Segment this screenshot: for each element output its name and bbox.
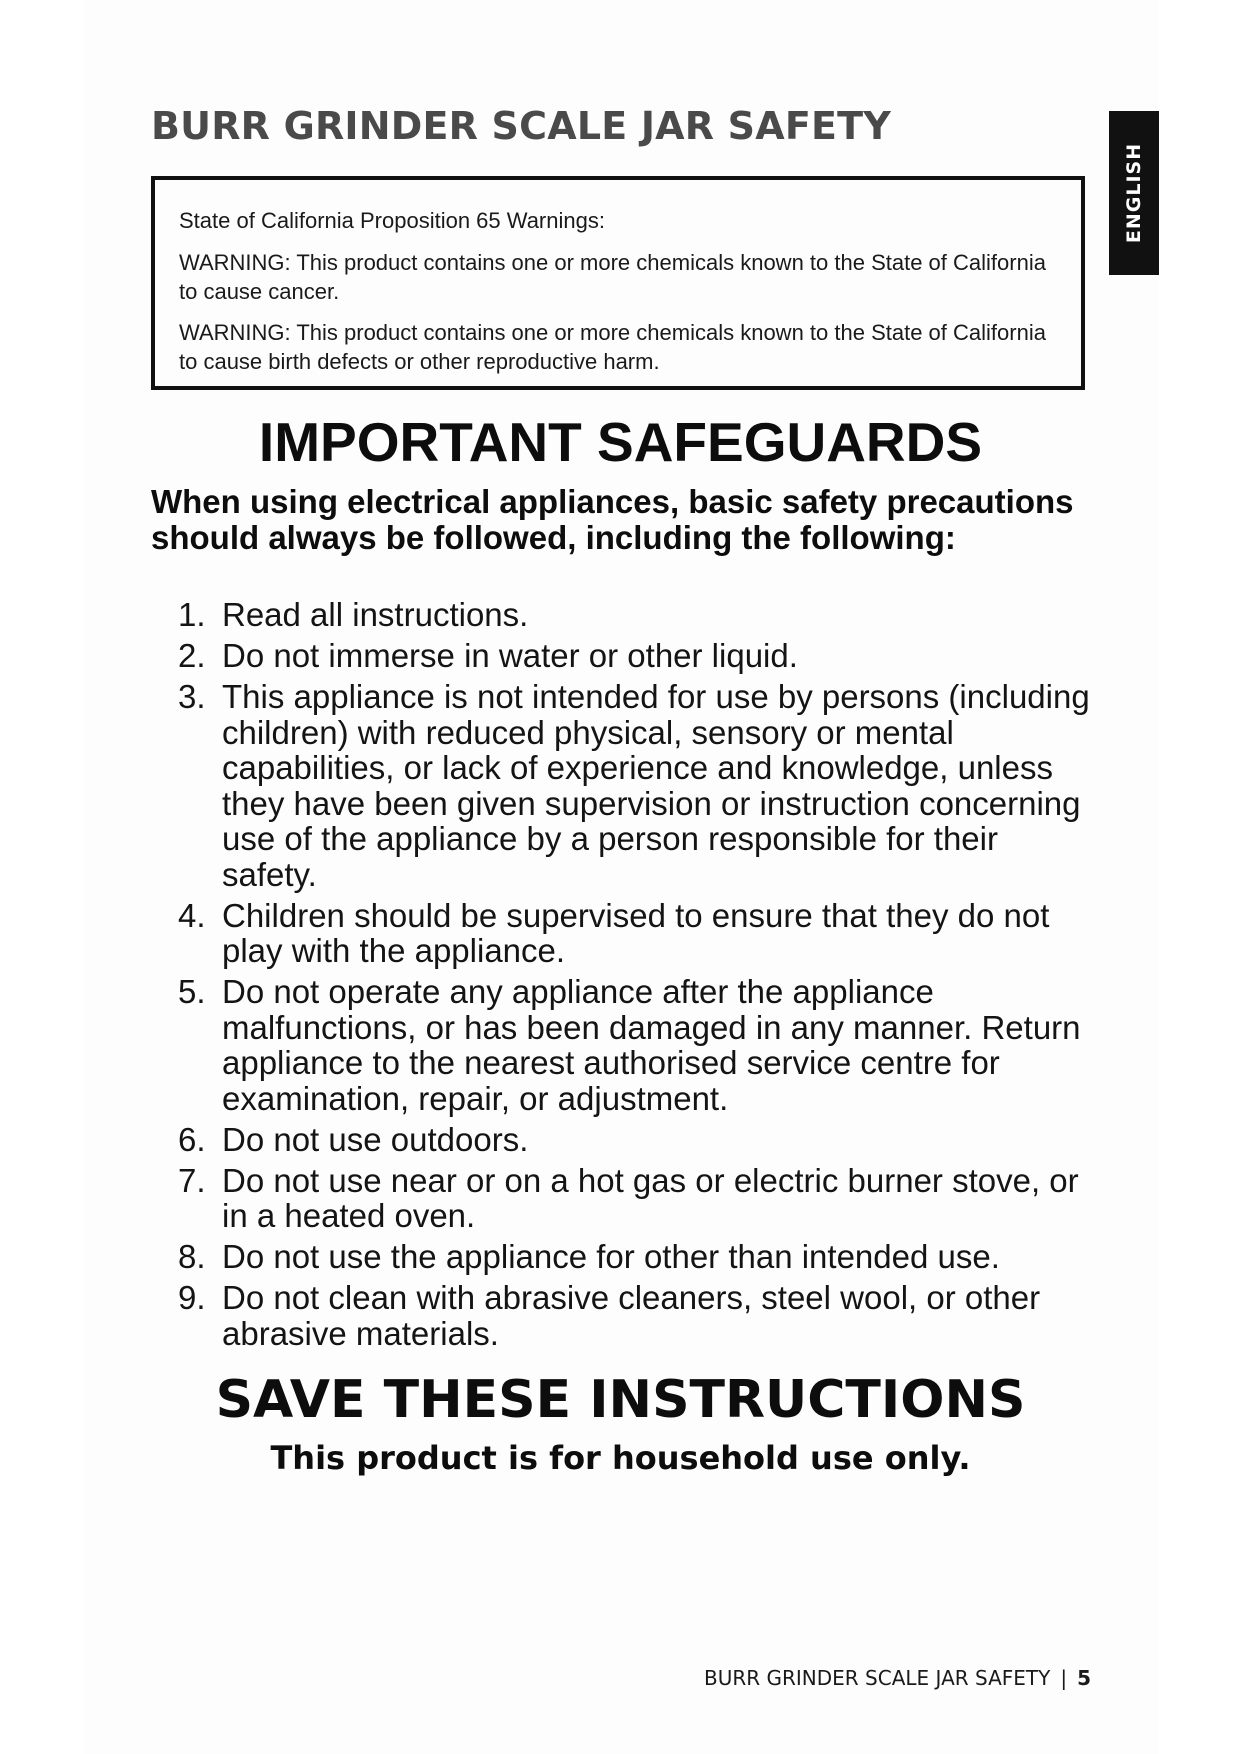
list-item-text: Do not clean with abrasive cleaners, steel wool, or other abrasive materials. — [222, 1279, 1041, 1352]
list-item — [178, 597, 1098, 633]
list-item — [178, 974, 1098, 1116]
household-use-note: This product is for household use only. — [270, 1439, 971, 1477]
safeguards-intro: When using electrical appliances, basic safety precautions should always be followed, including the following: — [151, 483, 1074, 556]
save-instructions-title: SAVE THESE INSTRUCTIONS — [215, 1370, 1026, 1430]
important-safeguards-title: IMPORTANT SAFEGUARDS — [258, 411, 983, 473]
list-item-text: Children should be supervised to ensure that they do not play with the appliance. — [222, 896, 1050, 969]
cancer-warning: WARNING: This product contains one or more chemicals known to the State of California to cause cancer. — [179, 250, 1046, 304]
footer-separator: | — [1060, 1666, 1068, 1690]
list-item-text: Do not use near or on a hot gas or electric burner stove, or in a heated oven. — [222, 1161, 1079, 1234]
language-tab — [1109, 111, 1159, 275]
list-item-number: 5. — [178, 973, 206, 1010]
list-item-text: Do not use the appliance for other than intended use. — [222, 1238, 1000, 1275]
list-item-number: 8. — [178, 1238, 206, 1275]
footer-section-label: BURR GRINDER SCALE JAR SAFETY — [703, 1666, 1051, 1690]
list-item — [178, 638, 1098, 674]
list-item — [178, 679, 1098, 892]
list-item-number: 9. — [178, 1279, 206, 1316]
safeguards-list — [178, 597, 1098, 1357]
list-item-number: 4. — [178, 896, 206, 934]
list-item-number: 6. — [178, 1120, 206, 1158]
page-footer — [704, 1666, 1091, 1690]
list-item-number: 2. — [178, 637, 206, 674]
list-item — [178, 1280, 1098, 1351]
list-item — [178, 1122, 1098, 1158]
list-item-text: This appliance is not intended for use by persons (including children) with reduced physical, sensory or mental capabilities, or lack of experience and knowledge, unless they have been given supervision or instruction concerning use of the appliance by a person responsible for their safety. — [222, 678, 1090, 893]
list-item — [178, 898, 1098, 969]
warning-box-title: State of California Proposition 65 Warnings: — [179, 208, 605, 233]
section-title: BURR GRINDER SCALE JAR SAFETY — [151, 104, 891, 148]
reproductive-harm-warning: WARNING: This product contains one or more chemicals known to the State of California to cause birth defects or other reproductive harm. — [179, 320, 1046, 374]
list-item-text: Read all instructions. — [222, 596, 529, 633]
language-tab-label: ENGLISH — [1123, 142, 1145, 244]
list-item-text: Do not operate any appliance after the appliance malfunctions, or has been damaged in any manner. Return appliance to the nearest authorised service centre for examination, repair, or adjustment. — [222, 973, 1081, 1117]
list-item-text: Do not immerse in water or other liquid. — [222, 637, 798, 674]
list-item-number: 3. — [178, 678, 206, 715]
prop65-warning-box — [151, 176, 1085, 390]
list-item-text: Do not use outdoors. — [222, 1120, 529, 1158]
list-item-number: 7. — [178, 1161, 206, 1199]
list-item — [178, 1239, 1098, 1275]
list-item-number: 1. — [178, 596, 206, 633]
page-number: 5 — [1077, 1666, 1091, 1690]
list-item — [178, 1163, 1098, 1234]
